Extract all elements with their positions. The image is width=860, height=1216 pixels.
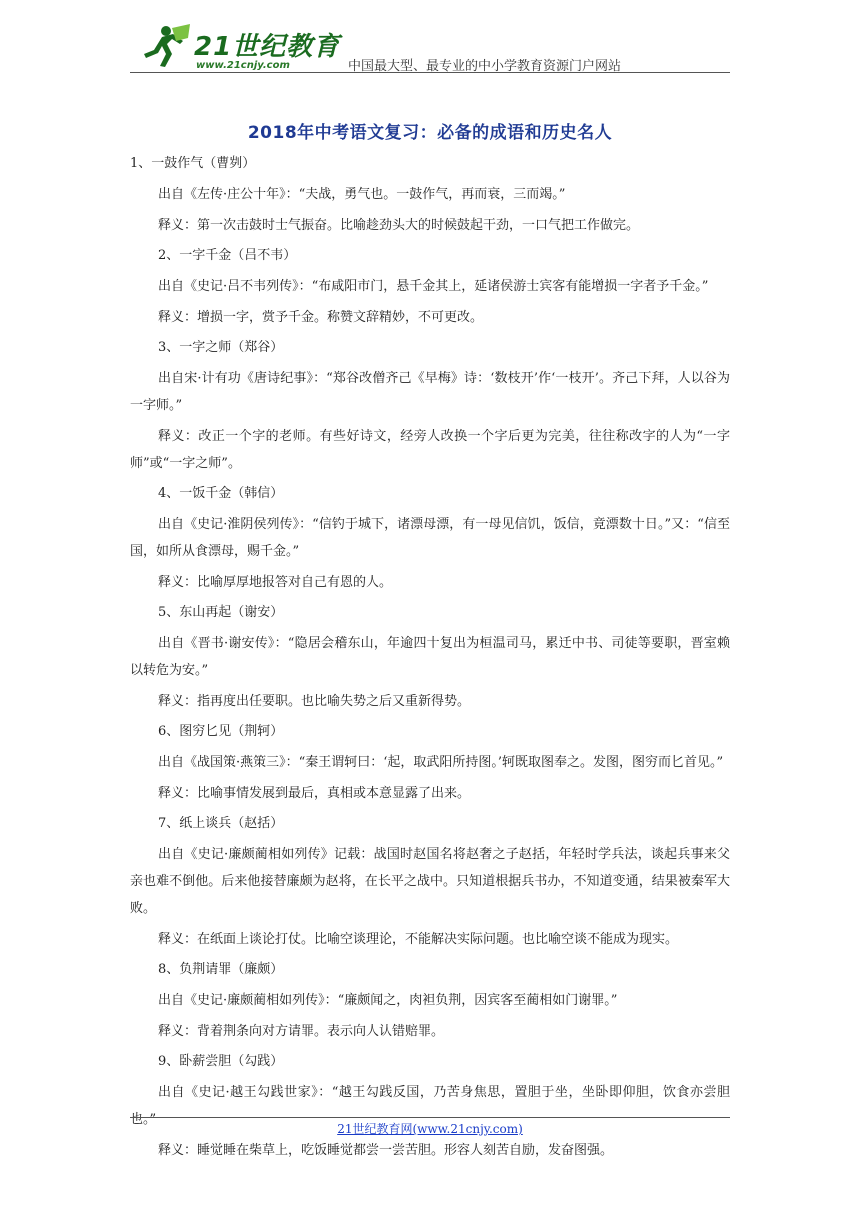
header-divider — [130, 72, 730, 73]
idiom-entry — [130, 959, 730, 1045]
entry-heading: 4、一饭千金（韩信） — [158, 486, 284, 501]
entry-source: 出自《战国策·燕策三》：“秦王谓轲曰：‘起，取武阳所持图。’轲既取图奉之。发图，图穷而匕首见。” — [158, 755, 724, 770]
entry-heading: 6、图穷匕见（荆轲） — [158, 724, 284, 739]
footer-divider — [130, 1117, 730, 1118]
runner-logo-icon — [136, 24, 192, 68]
entry-meaning: 释义：在纸面上谈论打仗。比喻空谈理论，不能解决实际问题。也比喻空谈不能成为现实。 — [158, 932, 679, 947]
entry-meaning: 释义：比喻厚厚地报答对自己有恩的人。 — [158, 575, 393, 590]
idiom-entry — [130, 721, 730, 807]
entry-source: 出自《左传·庄公十年》：“夫战，勇气也。一鼓作气，再而衰，三而竭。” — [158, 187, 566, 202]
idiom-entry — [130, 337, 730, 477]
entry-heading: 2、一字千金（吕不韦） — [158, 248, 297, 263]
entry-source: 出自《晋书·谢安传》：“隐居会稽东山，年逾四十复出为桓温司马，累迁中书、司徒等要职，晋室赖以转危为安。” — [130, 636, 730, 678]
entry-heading: 3、一字之师（郑谷） — [158, 340, 284, 355]
entry-source: 出自《史记·吕不韦列传》：“布咸阳市门，悬千金其上，延诸侯游士宾客有能增损一字者予千金。” — [158, 279, 709, 294]
idiom-entry — [130, 483, 730, 596]
entry-meaning: 释义：增损一字，赏予千金。称赞文辞精妙，不可更改。 — [158, 310, 484, 325]
page-header — [130, 20, 730, 76]
entry-heading: 5、东山再起（谢安） — [158, 605, 284, 620]
entry-source: 出自《史记·越王勾践世家》：“越王勾践反国，乃苦身焦思，置胆于坐，坐卧即仰胆，饮食亦尝胆也。” — [130, 1085, 730, 1127]
logo-url: www.21cnjy.com — [196, 60, 290, 71]
entry-meaning: 释义：睡觉睡在柴草上，吃饭睡觉都尝一尝苦胆。形容人刻苦自励，发奋图强。 — [158, 1143, 614, 1158]
entry-source: 出自宋·计有功《唐诗纪事》：“郑谷改僧齐己《早梅》诗：‘数枝开’作‘一枝开’。齐己下拜，人以谷为一字师。” — [130, 371, 730, 413]
idiom-entry — [130, 245, 730, 331]
entry-heading: 7、纸上谈兵（赵括） — [158, 816, 284, 831]
entry-source: 出自《史记·廉颇蔺相如列传》：“廉颇闻之，肉袒负荆，因宾客至蔺相如门谢罪。” — [158, 993, 618, 1008]
idiom-entry — [130, 813, 730, 953]
idiom-entry — [130, 602, 730, 715]
site-logo[interactable] — [130, 20, 340, 74]
entry-meaning: 释义：比喻事情发展到最后，真相或本意显露了出来。 — [158, 786, 471, 801]
document-title: 2018年中考语文复习：必备的成语和历史名人 — [247, 123, 613, 143]
entry-heading: 1、一鼓作气（曹刿） — [130, 156, 256, 171]
entry-meaning: 释义：改正一个字的老师。有些好诗文，经旁人改换一个字后更为完美，往往称改字的人为“一字师”或“一字之师”。 — [130, 429, 730, 471]
entry-meaning: 释义：背着荆条向对方请罪。表示向人认错赔罪。 — [158, 1024, 445, 1039]
entry-meaning: 释义：指再度出任要职。也比喻失势之后又重新得势。 — [158, 694, 471, 709]
page-footer — [130, 1120, 730, 1137]
entry-source: 出自《史记·淮阴侯列传》：“信钓于城下，诸漂母漂，有一母见信饥，饭信，竟漂数十日。”又：“信至国，如所从食漂母，赐千金。” — [130, 517, 730, 559]
idiom-entry — [130, 1051, 730, 1164]
footer-site-link[interactable]: 21世纪教育网(www.21cnjy.com) — [337, 1122, 523, 1136]
entry-heading: 9、卧薪尝胆（勾践） — [158, 1054, 284, 1069]
entry-source: 出自《史记·廉颇蔺相如列传》记载：战国时赵国名将赵奢之子赵括，年轻时学兵法，谈起兵事来父亲也难不倒他。后来他接替廉颇为赵将，在长平之战中。只知道根据兵书办，不知道变通，结果被秦军大败。 — [130, 847, 730, 916]
entry-meaning: 释义：第一次击鼓时士气振奋。比喻趁劲头大的时候鼓起干劲，一口气把工作做完。 — [158, 218, 640, 233]
site-tagline: 中国最大型、最专业的中小学教育资源门户网站 — [348, 59, 622, 74]
document-body — [130, 153, 730, 1170]
logo-wordmark: 21世纪教育 — [194, 32, 341, 62]
idiom-entry — [130, 153, 730, 239]
entry-heading: 8、负荆请罪（廉颇） — [158, 962, 284, 977]
